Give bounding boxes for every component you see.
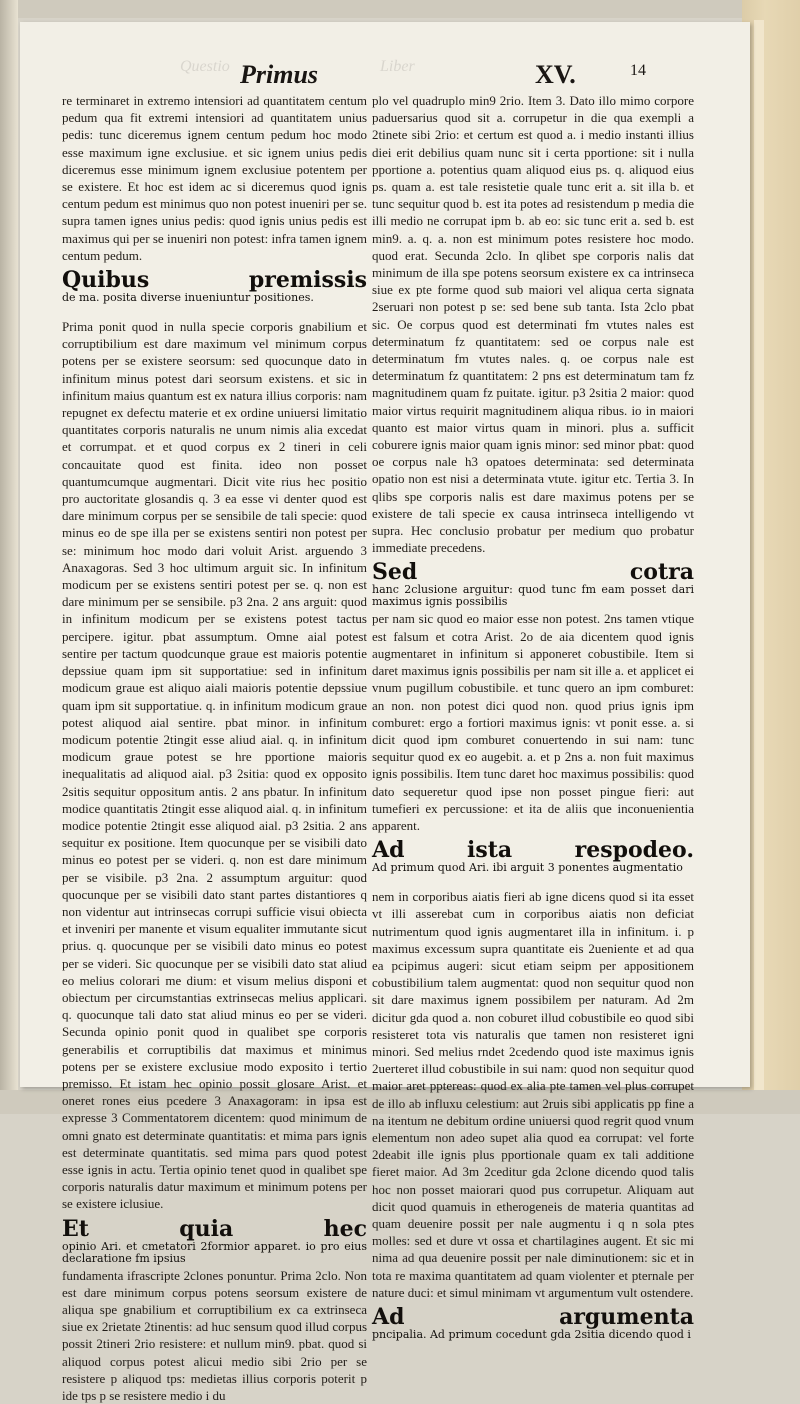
section-heading bbox=[372, 560, 694, 608]
running-head-right: XV. bbox=[535, 60, 576, 89]
section-heading bbox=[372, 1305, 694, 1353]
bleed-through-text-1: Questio bbox=[180, 58, 230, 75]
heading-text: Quibus premissis bbox=[62, 267, 367, 294]
section-heading bbox=[62, 268, 367, 316]
body-paragraph: re terminaret in extremo intensiori ad quantitatem centum pedum qua fit extremi intensiori ad quantitatem unius pedis: tunc diceremus ignem centum pedum hoc modo esse maximum igne exclusiue. et sic ignem unius pedis diceremus esse minimum ignem exclusiue potentem per se existere. Et hoc est idem ac si diceremus quod ignis centum pedum est minimus quo non potest inueniri per se. supra tamen ignes unius pedis: quod ignis unius pedis est maximus qui per se inueniri non potest: infra tamen ignem centum pedum. bbox=[62, 93, 367, 263]
heading-text: Ad ista respodeo. bbox=[372, 837, 694, 864]
body-paragraph: per nam sic quod eo maior esse non potest. 2ns tamen vtique est falsum et cotra Arist. 2o de aia dicentem quod ignis augmentaret in infinitum si apponeret cobustibile. Item si daret maximus ignis possibilis per nam sit ille a. et applicet ei vnum pugillum cobustibile. et tunc quero an ipm comburet: an non. non potest dici quod non. quod prius ignis ipm comburet: ergo a fortiori maximus ignis: vt ponit esse. a. si dicit quod ipm comburet conuertendo in sui nam: tunc sequitur quod ex eo augebit. a. et p 2ns a. non fuit maximus ignis possibilis. Item tunc daret hoc maximus possibilis: quod dato sequeretur quod ipse non posset pingue fieri: aut tumefieri ex percussione: et ita de aliis que inconuenientia apparent. bbox=[372, 611, 694, 833]
right-text-column bbox=[372, 92, 694, 1341]
heading-continuation: pncipalia. Ad primum cocedunt gda 2sitia dicendo quod i bbox=[372, 1328, 691, 1341]
body-paragraph: Prima ponit quod in nulla specie corporis gnabilium et corruptibilium est dare maximum vel minimum corpus potens per se existere seorsum: sed quocunque dato in infinitum minus potest dari seorsum existens. et sic in infinitum maius quantum est ex natura illius corporis: nam repugnet ex defectu materie et ex ordine uniuersi limitatio quantitates corporis naturalis ne unum nimis alia excedat et corrumpat. et et quod corpus ex 2 tineri in celi concauitate quod est finita. ideo non posset quantumcumque augmentari. Dicit vite rius hec positio pro auctoritate glosandis q. 3 ea esse vi denter quod est dare minimum corpus per se sensibile de tali specie: quod minus eo de spe illa per se existens sentiri non potest per se: minimum hoc modo dari voluit Arist. arguendo 3 Anaxagoras. Sed 3 hoc ultimum arguit sic. In infinitum modicum per se existens sentiri potest per se. q. non est dare minimum per se sensibile. p3 2na. 2 ans arguit: quod in infinitum modicum per se existens potest tactus percipere. igitur. pbat assumptum. Omne aial potest sentire per tactum quodcunque graue est maioris potentie depssiue quam ipm sit supportatiue: sed in infinitum modicum graue est aliquo aiali maioris potentie depssiue quam ipm sit supportatiue. q. in infinitum modicum graue potest aliquod aial sentire. pbat minor. in infinitum modicum potentie 2tingit esse aliud aial. q. in infinitum modicum graue potest se hre pportione maioris inequalitatis ad aliquod aial. p3 2sitia: quod ex opposito 2sitis sequitur oppositum antis. 2 ans pbatur. In infinitum modice quantitatis 2tingit esse aliquod aial. q. in infinitum modice potentie 2tingit esse aliquod aial. p3 2sitia. 2 ans sequitur ex positione. Item quocunque per se visibili dato minus eo potest per se videri. q. non est dare minimum per se visibile. p3 2na. 2 assumptum arguitur: quod quocunque per se visibili dato stant partes distantiores q non videntur aut intrinsecas corrupi sufficie visui obiecta et inveniri per manente et visum equaliter immutante sicut prius. q. quocunque per se visibili dato minus eo potest per se videri. Sic quocunque per se visibili dato stat aliud eo melius colorari me dium: et visum melius disponi et obiectum per circumstantias extrinsecas melius applicari. q. quocunque tali dato stat aliud minus eo per se videri. Secunda opinio ponit quod in qualibet spe corporis generabilis et corruptibilis dat maximus et minimus potens per se existere exclusiue modo exposito i tertio premisso. Et istam hec opinio possit glosare Arist. et oneret rones eius pcedere 3 Anaxagoram: in ipsa est expresse 3 Commentatorem dicentem: quod minimum de omni gnato est determinate quantitatis: et mima pars ignis est determinate quantitatis. sed mima pars quod potest esse ignis in actu. Tertia opinio tenet quod in qualibet spe corporis naturalis datur maximum et minimum potens per se existere iclusiue. bbox=[62, 319, 367, 1212]
book-page bbox=[20, 22, 750, 1404]
heading-text: Et quia hec bbox=[62, 1215, 367, 1242]
heading-text: Sed cotra bbox=[372, 559, 694, 586]
body-paragraph: fundamenta ifrascripte 2clones ponuntur. Prima 2clo. Non est dare minimum corpus potens seorsum existere de aliqua spe gnabilium et corruptibilium ex ca extrinseca siue ex 2rietate 2tinentis: ad huc sensum quod illud corpus possit 2tineri 2rio resistere: et nullum min9. pbat. quod si aliquod corpus potest alicui medio sibi 2rio per se resistere p aliquod tps: medietas illius corporis poterit p ide tps p se resistere medio i du bbox=[62, 1267, 367, 1404]
body-paragraph: nem in corporibus aiatis fieri ab igne dicens quod si ita esset vt illi asserebat cum in corporibus aiatis non deficiat nutrimentum quod ignis augmentaret illa in infinitum. i. p maximus excessum supra quantitate eis 2ueniente et ad qua ea pcipimus augeri: sicut etiam seipm per appositionem cobustibilium talem augmentat: quod non sequitur quod non sit dare maximus ignem possibilem per naturam. Ad 2m dicitur gda quod a. non coburet illud cobustibile eo quod sibi resisteret tota vis naturalis que tamen non resisteret igni minori. Sed melius rndet 2cedendo quod iste maximus ignis 2uerteret illud cobustibile in sui nam: quod non sequitur quod maior aret pptereas: quod ex alia pte tamen vel plus corrupet de illo ab influxu celestium: aut 2ruis sibi applicatis pp fine a na itentum ne debitum ordine uniuersi quod regrit quod vnum elementum non adeo supet alia quod ea corrupat: vel forte 2deabit ille ignis plus pportionale quam ex tali additione fieret maior. Ad 3m 2ceditur gda 2clone dicendo quod talis hoc non posset maiorari quod pus corrupetur. Aliquam aut dicit quod quamuis in etherogeneis de materia quantitas ad quam deuenire possit per nale augmentu i q n sola ptes molles: sed et dure vt ossa et chartilagines augent. Et sic mi nima ad qua deuenire possit per nale diminutionem: sic et in tota re maxima quantitatem ad quam violenter et pternale per nature duci: et simul minimam vt argumentum vult ostendere. bbox=[372, 889, 694, 1300]
bleed-through-text-2: Liber bbox=[380, 58, 415, 75]
heading-continuation: Ad primum quod Ari. ibi arguit 3 ponentes augmentatio bbox=[372, 861, 683, 875]
section-heading bbox=[372, 838, 694, 886]
heading-text: Ad argumenta bbox=[372, 1304, 694, 1330]
heading-continuation: opinio Ari. et cmetatori 2formior apparet. io pro eius declaratione fm ipsius bbox=[62, 1239, 367, 1265]
body-paragraph: plo vel quadruplo min9 2rio. Item 3. Dato illo mimo corpore paduersarius quod sit a. corrupetur in die qua exempli a 2tinete sibi 2rio: et certum est quod a. i medio instanti illius diei erit debilius quam nunc sit i certa pportione: sit i nulla pportione a. potentius quam aliquod eius ps. q. aliquod eius ps. quam a. est tale resistetie quale tunc erit a. sit illa b. et tunc sequitur quod b. est ita potes ad resistendum p media die illi medio ne corrupat ipm b. ab eo: sic tunc erit a. sed b. est min9. a. q. a. non est minimum potes resistere hoc modo. quod erat. Secunda 2clo. In qlibet spe corporis nalis dat minimum de illa spe potens seorsum existere ex ca intrinseca siue ex pte forme quod sub maiori vel aliqua certa signata 2seruari non potest p se: sed bene sub tanta. Ista 2clo pbat sic. Oe corpus quod est determinati fm vtutes nales est determinatum fz quantitatem: sed oe corpus nale est determinatum fm vtutes nales. q. oe corpus nale est determinatum fz quantitatem: 2 pns est determinatum tam fz magnitudinem quam fz puitate. igitur. p3 2sitia 2 maior: quod maior virtus requirit magnitudinem aliqua ribus. io in maiori quanto est maior virtus quam in minori. plus a. sufficit coburere ignis maior quam ignis minor: sed minor pbat: quod oe corpus nale h3 opatoes determinata: sed determinata opatio non est nisi a determinata vtute. igitur etc. Tertia 3. In qlibs spe corporis nalis est dare maximus potens per se existere de tali specie ex causa intrinseca intelligendo vt supra. Hec conclusio probatur per medium quo probatur immediate precedens. bbox=[372, 93, 694, 556]
folio-number: 14 bbox=[630, 62, 646, 79]
board-edge-strip bbox=[754, 20, 764, 1090]
facing-page-edge bbox=[0, 0, 18, 1114]
heading-continuation: de ma. posita diverse inueniuntur positiones. bbox=[62, 291, 314, 305]
left-text-column bbox=[62, 92, 367, 1404]
section-heading bbox=[62, 1217, 367, 1265]
binding-board bbox=[742, 0, 800, 1114]
running-head-left: Primus bbox=[240, 60, 319, 89]
heading-continuation: hanc 2clusione arguitur: quod tunc fm eam posset dari maximus ignis possibilis bbox=[372, 583, 694, 609]
scan-background-top bbox=[0, 0, 800, 18]
